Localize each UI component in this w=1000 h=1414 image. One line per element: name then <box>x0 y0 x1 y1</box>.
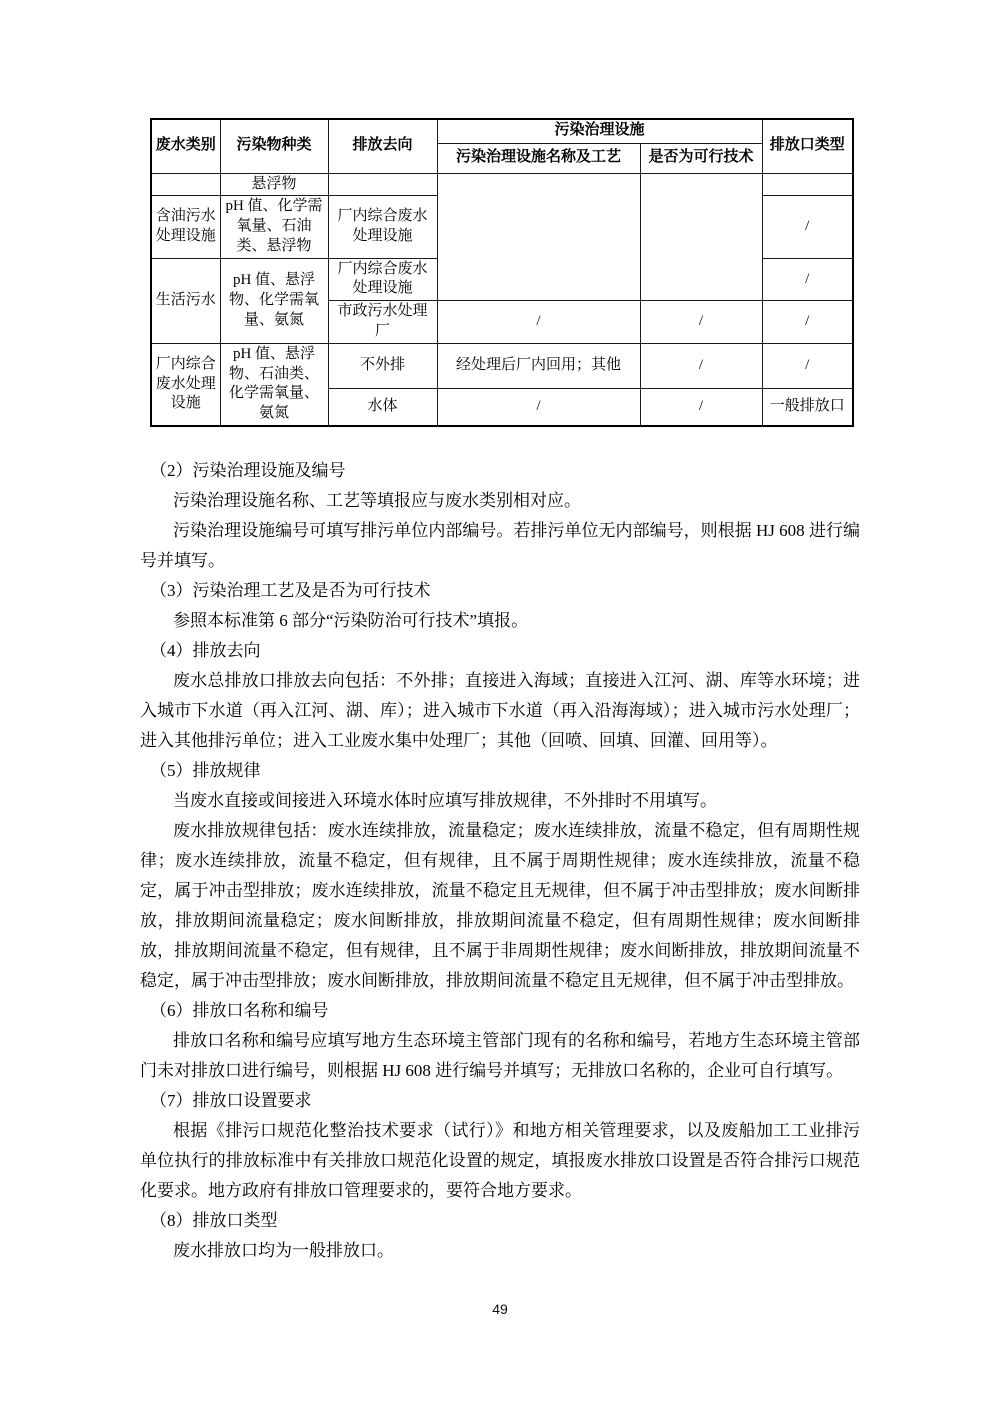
table-cell-category: 生活污水 <box>151 258 220 343</box>
wastewater-discharge-table <box>150 118 854 427</box>
header-wastewater-category: 废水类别 <box>151 119 220 173</box>
table-cell-facility: / <box>437 301 640 344</box>
table-cell-outlet: 一般排放口 <box>762 388 853 426</box>
table-cell-facility: / <box>437 388 640 426</box>
paragraph: 根据《排污口规范化整治技术要求（试行）》和地方相关管理要求，以及废船加工工业排污单位执行的排放标准中有关排放口规范化设置的规定，填报废水排放口设置是否符合排污口规范化要求。地方政府有排放口管理要求的，要符合地方要求。 <box>140 1121 860 1201</box>
table-cell-destination: 厂内综合废水处理设施 <box>328 196 437 258</box>
section-heading-8: （8）排放口类型 <box>150 1211 278 1231</box>
paragraph: 污染治理设施编号可填写排污单位内部编号。若排污单位无内部编号，则根据 HJ 608 进行编号并填写。 <box>140 521 860 571</box>
paragraph: 排放口名称和编号应填写地方生态环境主管部门现有的名称和编号，若地方生态环境主管部门未对排放口进行编号，则根据 HJ 608 进行编号并填写；无排放口名称的，企业可自行填写。 <box>140 1031 860 1081</box>
table-cell-outlet: / <box>762 258 853 301</box>
table-cell-feasible: / <box>640 343 762 388</box>
paragraph: 废水排放口均为一般排放口。 <box>173 1241 394 1261</box>
section-heading-2: （2）污染治理设施及编号 <box>150 461 346 481</box>
table-cell-outlet: / <box>762 196 853 258</box>
section-heading-3: （3）污染治理工艺及是否为可行技术 <box>150 581 431 601</box>
table-cell-pollutants: pH 值、悬浮物、石油类、化学需氧量、氨氮 <box>220 343 328 426</box>
table-cell-feasible: / <box>640 301 762 344</box>
paragraph: 废水排放规律包括：废水连续排放，流量稳定；废水连续排放，流量不稳定，但有周期性规律；废水连续排放，流量不稳定，但有规律，且不属于周期性规律；废水连续排放，流量不稳定，属于冲击型排放；废水连续排放，流量不稳定且无规律，但不属于冲击型排放；废水间断排放，排放期间流量稳定；废水间断排放，排放期间流量不稳定，但有周期性规律；废水间断排放，排放期间流量不稳定，但有规律，且不属于非周期性规律；废水间断排放，排放期间流量不稳定，属于冲击型排放；废水间断排放，排放期间流量不稳定且无规律，但不属于冲击型排放。 <box>140 821 860 991</box>
table-cell-feasible: / <box>640 388 762 426</box>
table-cell-destination: 不外排 <box>328 343 437 388</box>
table-cell-outlet: / <box>762 343 853 388</box>
table-cell-empty <box>328 173 437 196</box>
table-cell-empty <box>151 173 220 196</box>
table-cell-facility: 经处理后厂内回用；其他 <box>437 343 640 388</box>
table-cell-category: 含油污水处理设施 <box>151 196 220 258</box>
table-cell-empty <box>762 173 853 196</box>
section-heading-5: （5）排放规律 <box>150 761 261 781</box>
header-discharge-destination: 排放去向 <box>328 119 437 173</box>
paragraph: 废水总排放口排放去向包括：不外排；直接进入海域；直接进入江河、湖、库等水环境；进入城市下水道（再入江河、湖、库）；进入城市下水道（再入沿海海域）；进入城市污水处理厂；进入其他排污单位；进入工业废水集中处理厂；其他（回喷、回填、回灌、回用等）。 <box>140 671 860 751</box>
table-cell-pollutants: pH 值、化学需氧量、石油类、悬浮物 <box>220 196 328 258</box>
section-heading-4: （4）排放去向 <box>150 641 261 661</box>
table-cell-pollutants: pH 值、悬浮物、化学需氧量、氨氮 <box>220 258 328 343</box>
table-cell-pollutants: 悬浮物 <box>220 173 328 196</box>
section-heading-6: （6）排放口名称和编号 <box>150 1001 329 1021</box>
body-text <box>140 456 860 1266</box>
paragraph: 污染治理设施名称、工艺等填报应与废水类别相对应。 <box>173 491 581 511</box>
table-cell-category: 厂内综合废水处理设施 <box>151 343 220 426</box>
table-cell-feasible-merged-empty <box>640 173 762 301</box>
table-cell-facility-merged-empty <box>437 173 640 301</box>
header-is-feasible-tech: 是否为可行技术 <box>640 143 762 173</box>
table-cell-outlet: / <box>762 301 853 344</box>
page-content <box>140 0 860 1266</box>
table-cell-destination: 市政污水处理厂 <box>328 301 437 344</box>
header-facility-name-process: 污染治理设施名称及工艺 <box>437 143 640 173</box>
header-outlet-type: 排放口类型 <box>762 119 853 173</box>
table-cell-destination: 水体 <box>328 388 437 426</box>
header-pollutant-types: 污染物种类 <box>220 119 328 173</box>
paragraph: 当废水直接或间接进入环境水体时应填写排放规律，不外排时不用填写。 <box>173 791 717 811</box>
paragraph: 参照本标准第 6 部分“污染防治可行技术”填报。 <box>173 611 529 631</box>
header-treatment-facility-group: 污染治理设施 <box>437 119 762 143</box>
table-cell-destination: 厂内综合废水处理设施 <box>328 258 437 301</box>
page-number: 49 <box>492 1301 508 1317</box>
section-heading-7: （7）排放口设置要求 <box>150 1091 312 1111</box>
